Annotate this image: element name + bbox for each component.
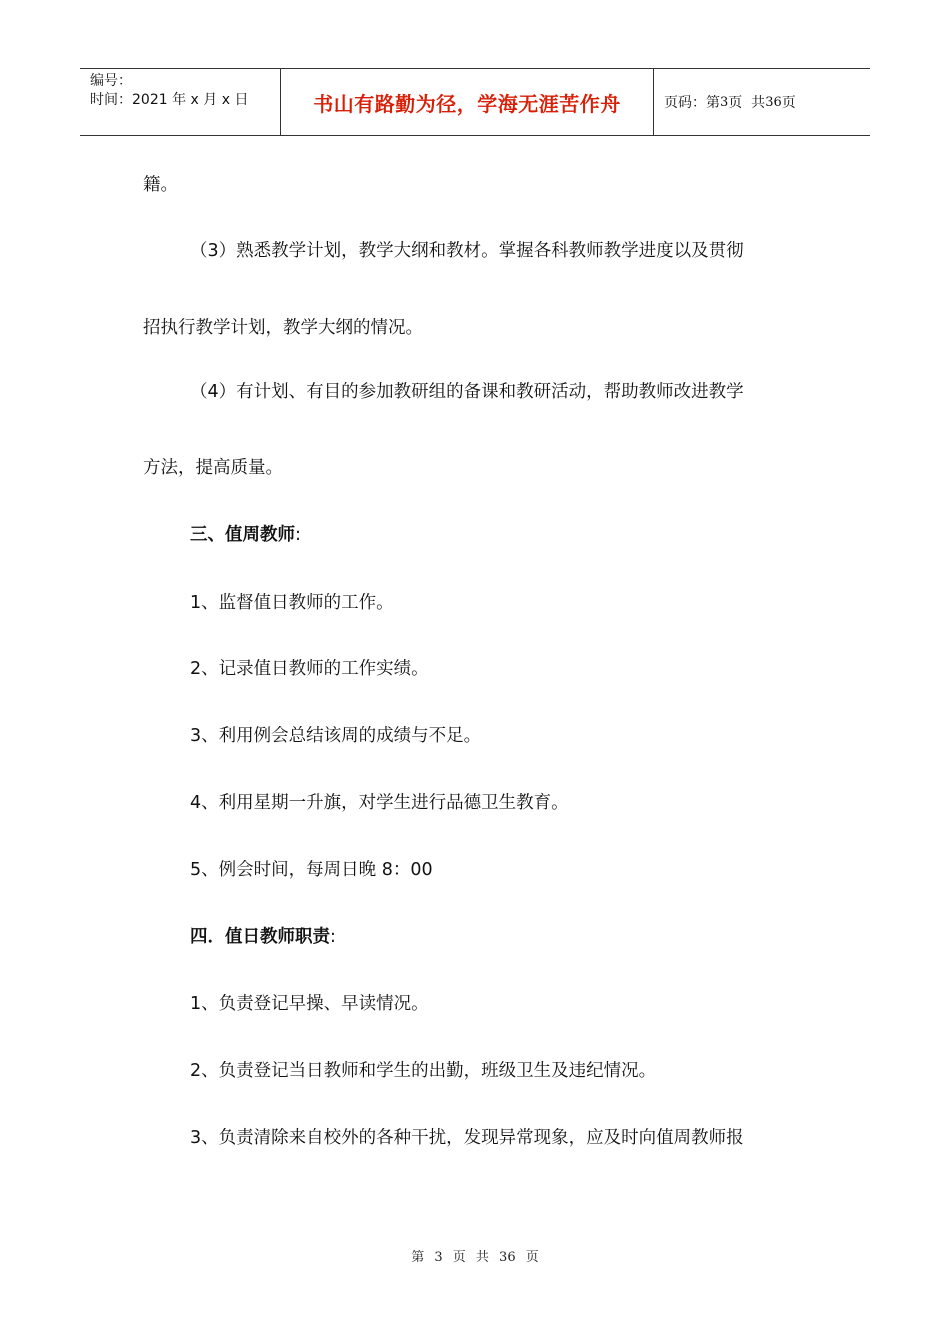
page-footer: 第 3 页 共 36 页 <box>411 1250 539 1265</box>
list-item: 3、利用例会总结该周的成绩与不足。 <box>190 726 482 746</box>
number-label: 编号： <box>90 73 132 89</box>
header-meta <box>80 69 281 135</box>
date-label: 时间：2021 年 x 月 x 日 <box>90 92 249 108</box>
page-header <box>80 68 870 136</box>
page-suffix: 页 <box>781 95 796 111</box>
list-item: 3、负责清除来自校外的各种干扰，发现异常现象，应及时向值周教师报 <box>190 1128 744 1148</box>
section-heading-colon: : <box>295 525 301 545</box>
body-line: 方法，提高质量。 <box>143 458 283 478</box>
list-item: 4、利用星期一升旗，对学生进行品德卫生教育。 <box>190 793 569 813</box>
body-line: （4）有计划、有目的参加教研组的备课和教研活动，帮助教师改进教学 <box>190 382 744 402</box>
list-item: 1、监督值日教师的工作。 <box>190 593 394 613</box>
body-line: （3）熟悉教学计划，教学大纲和教材。掌握各科教师教学进度以及贯彻 <box>190 241 744 261</box>
section-heading-text: 四．值日教师职责 <box>190 927 330 947</box>
header-page-info <box>654 69 870 135</box>
body-line: 招执行教学计划，教学大纲的情况。 <box>143 318 423 338</box>
page-prefix: 页码：第 <box>664 95 720 111</box>
page-total: 36 <box>765 94 782 110</box>
page-mid: 页 共 <box>728 95 766 111</box>
list-item: 2、负责登记当日教师和学生的出勤，班级卫生及违纪情况。 <box>190 1061 657 1081</box>
body-line: 籍。 <box>143 175 178 195</box>
header-motto: 书山有路勤为径，学海无涯苦作舟 <box>281 69 654 135</box>
page-current: 3 <box>720 94 729 110</box>
list-item: 1、负责登记早操、早读情况。 <box>190 994 429 1014</box>
section-heading-colon: : <box>330 927 336 947</box>
section-heading <box>190 523 301 547</box>
list-item: 5、例会时间，每周日晚 8：00 <box>190 860 433 880</box>
section-heading-text: 三、值周教师 <box>190 525 295 545</box>
section-heading <box>190 925 336 949</box>
list-item: 2、记录值日教师的工作实绩。 <box>190 659 429 679</box>
